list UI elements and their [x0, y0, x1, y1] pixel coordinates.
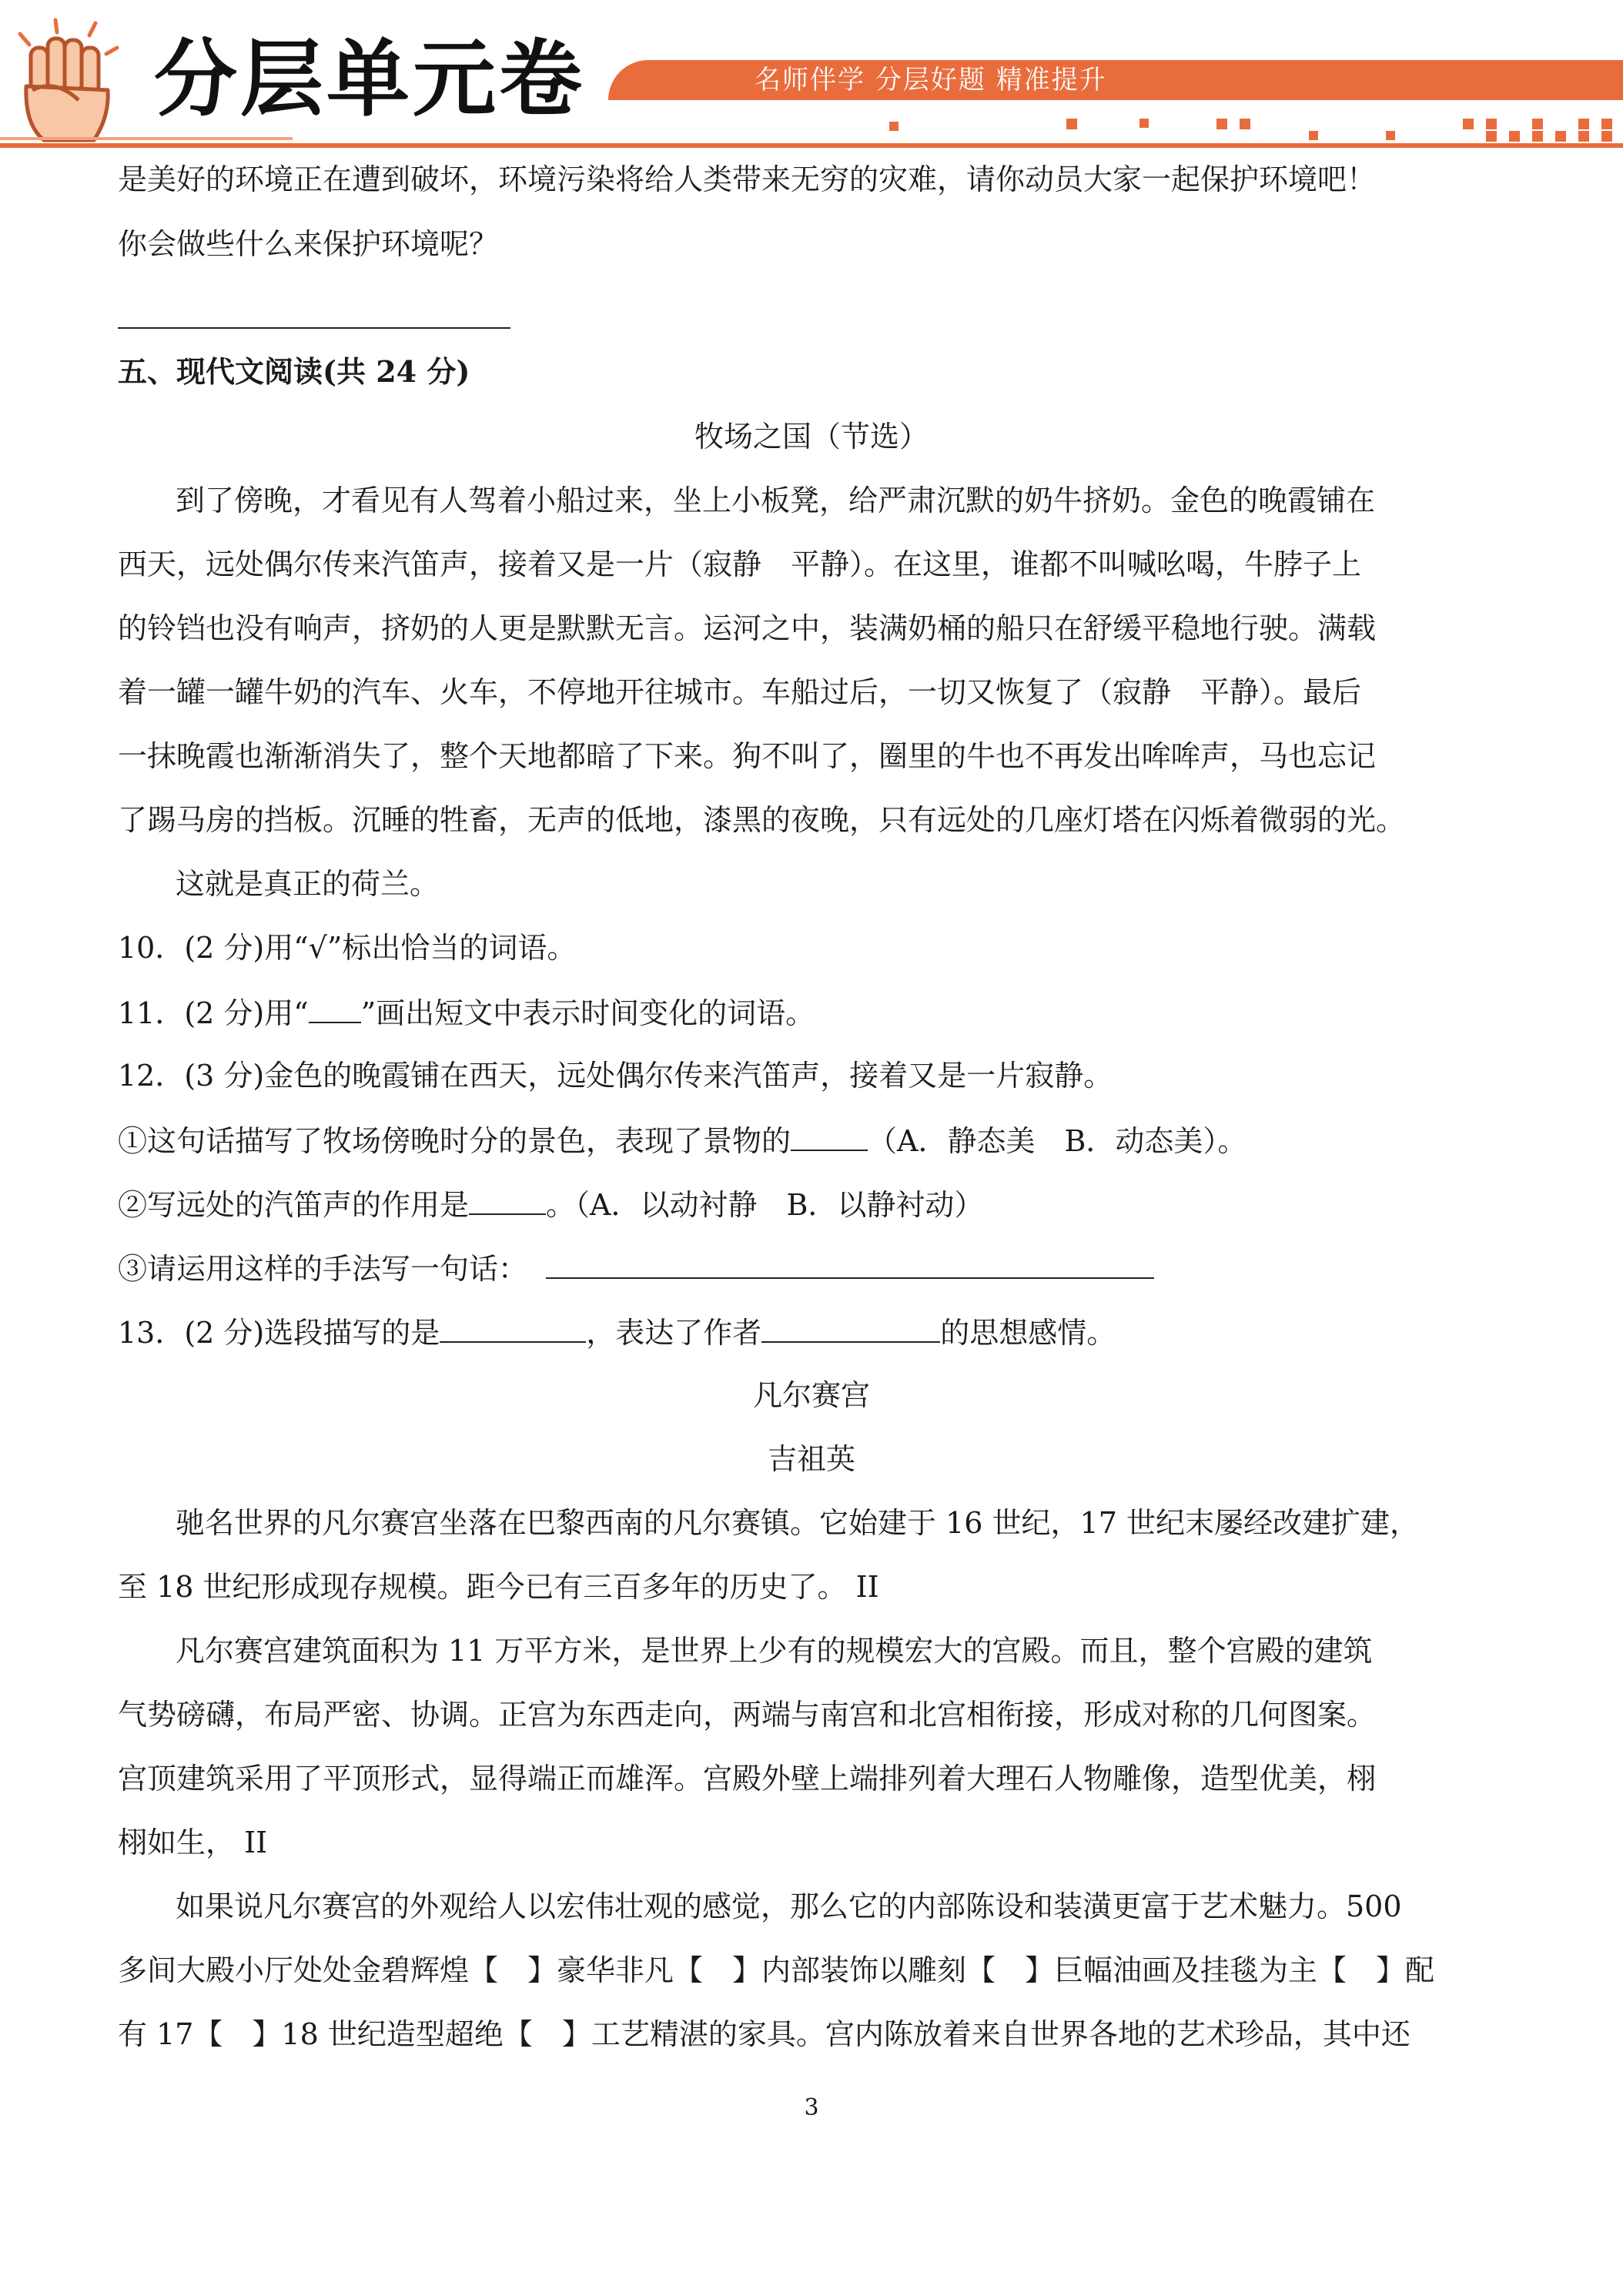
question-12-1 — [118, 1120, 1247, 1160]
header-rule — [0, 143, 1623, 148]
decor-square — [1601, 119, 1612, 129]
question-11-text: ”画出短文中表示时间变化的词语。 — [360, 996, 815, 1030]
question-12-1-text: ①这句话描写了牧场傍晚时分的景色，表现了景物的 — [118, 1124, 791, 1158]
passage-line: 这就是真正的荷兰。 — [176, 867, 440, 901]
answer-blank[interactable] — [440, 1312, 586, 1343]
header-accent-rule — [0, 137, 293, 140]
underline-mark — [309, 992, 361, 1023]
decor-square — [1601, 131, 1612, 142]
answer-blank[interactable] — [469, 1184, 546, 1215]
question-12-2-text: ②写远处的汽笛声的作用是 — [118, 1188, 470, 1222]
passage-line: 驰名世界的凡尔赛宫坐落在巴黎西南的凡尔赛镇。它始建于 16 世纪，17 世纪末屡经改建扩建， — [176, 1506, 1419, 1540]
passage-line: 气势磅礴，布局严密、协调。正宫为东西走向，两端与南宫和北宫相衔接，形成对称的几何图案。 — [118, 1698, 1377, 1732]
question-12: 12．(3 分)金色的晚霞铺在西天，远处偶尔传来汽笛声，接着又是一片寂静。 — [118, 1059, 1113, 1093]
passage-line: 凡尔赛宫建筑面积为 11 万平方米，是世界上少有的规模宏大的宫殿。而且，整个宫殿的建筑 — [176, 1634, 1373, 1668]
question-11-text: 11．(2 分)用“ — [118, 996, 309, 1030]
answer-blank[interactable] — [546, 1248, 1154, 1279]
decor-square — [1578, 131, 1589, 142]
question-13-text: 13．(2 分)选段描写的是 — [118, 1316, 440, 1350]
passage-title: 凡尔赛宫 — [752, 1378, 870, 1412]
decor-square — [1240, 119, 1250, 129]
decor-square — [1509, 131, 1520, 142]
passage-line: 一抹晚霞也渐渐消失了，整个天地都暗了下来。狗不叫了，圈里的牛也不再发出哞哞声，马也忘记 — [118, 739, 1377, 773]
passage-line: 到了傍晚，才看见有人驾着小船过来，坐上小板凳，给严肃沉默的奶牛挤奶。金色的晚霞铺在 — [176, 484, 1376, 517]
decor-square — [1486, 119, 1497, 129]
passage-line: 的铃铛也没有响声，挤奶的人更是默默无言。运河之中，装满奶桶的船只在舒缓平稳地行驶。满载 — [118, 611, 1377, 645]
brand-title: 分层单元卷 — [154, 32, 586, 128]
question-12-3-text: ③请运用这样的手法写一句话： — [118, 1252, 528, 1286]
question-12-3 — [118, 1248, 1154, 1288]
decor-square — [1066, 119, 1077, 129]
passage-line: 了踢马房的挡板。沉睡的牲畜，无声的低地，漆黑的夜晚，只有远处的几座灯塔在闪烁着微弱的光。 — [118, 803, 1406, 837]
passage-line: 有 17【 】18 世纪造型超绝【 】工艺精湛的家具。宫内陈放着来自世界各地的艺术珍品，其中还 — [118, 2017, 1411, 2051]
decor-square — [1139, 119, 1149, 128]
answer-blank[interactable] — [791, 1120, 868, 1151]
passage-title: 牧场之国（节选） — [694, 420, 929, 454]
decor-square — [1578, 119, 1589, 129]
passage-line: 西天，远处偶尔传来汽笛声，接着又是一片（寂静 平静）。在这里，谁都不叫喊吆喝，牛脖子上 — [118, 547, 1362, 581]
question-13-text: ，表达了作者 — [586, 1316, 762, 1350]
page-header — [0, 0, 1623, 154]
question-12-2-text: 。（A．以动衬静 B．以静衬动） — [546, 1188, 984, 1222]
slogan-text: 名师伴学 分层好题 精准提升 — [755, 65, 1107, 95]
text-line: 是美好的环境正在遭到破坏，环境污染将给人类带来无穷的灾难，请你动员大家一起保护环境吧！ — [118, 162, 1377, 196]
decor-square — [1463, 119, 1474, 129]
page-number: 3 — [804, 2094, 819, 2121]
decor-square — [1309, 131, 1318, 140]
decor-square — [1386, 131, 1395, 140]
passage-line: 宫顶建筑采用了平顶形式，显得端正而雄浑。宫殿外壁上端排列着大理石人物雕像，造型优美，栩 — [118, 1762, 1377, 1796]
question-12-1-text: （A．静态美 B．动态美）。 — [868, 1124, 1247, 1158]
decor-square — [1532, 131, 1543, 142]
raised-fist-icon — [9, 17, 125, 148]
section-heading: 五、现代文阅读(共 24 分) — [118, 354, 470, 389]
answer-blank[interactable] — [761, 1312, 940, 1343]
decor-square — [1216, 119, 1227, 129]
decor-square — [1555, 131, 1566, 142]
decor-square — [1486, 131, 1497, 142]
question-11 — [118, 992, 815, 1033]
passage-line: 多间大殿小厅处处金碧辉煌【 】豪华非凡【 】内部装饰以雕刻【 】巨幅油画及挂毯为主【 】配 — [118, 1953, 1435, 1987]
question-13-text: 的思想感情。 — [940, 1316, 1116, 1350]
passage-line: 至 18 世纪形成现存规模。距今已有三百多年的历史了。 II — [118, 1570, 879, 1604]
passage-line: 栩如生， II — [118, 1826, 268, 1859]
passage-author: 吉祖英 — [767, 1442, 855, 1476]
answer-line[interactable] — [118, 327, 510, 329]
passage-line: 着一罐一罐牛奶的汽车、火车，不停地开往城市。车船过后，一切又恢复了（寂静 平静）。最后 — [118, 675, 1362, 709]
decor-square — [1532, 119, 1543, 129]
question-12-2 — [118, 1184, 983, 1224]
question-10: 10．(2 分)用“√”标出恰当的词语。 — [118, 931, 577, 965]
text-line: 你会做些什么来保护环境呢？ — [118, 227, 499, 261]
passage-line: 如果说凡尔赛宫的外观给人以宏伟壮观的感觉，那么它的内部陈设和装潢更富于艺术魅力。500 — [176, 1889, 1402, 1923]
question-13 — [118, 1312, 1116, 1352]
decor-square — [889, 122, 899, 131]
